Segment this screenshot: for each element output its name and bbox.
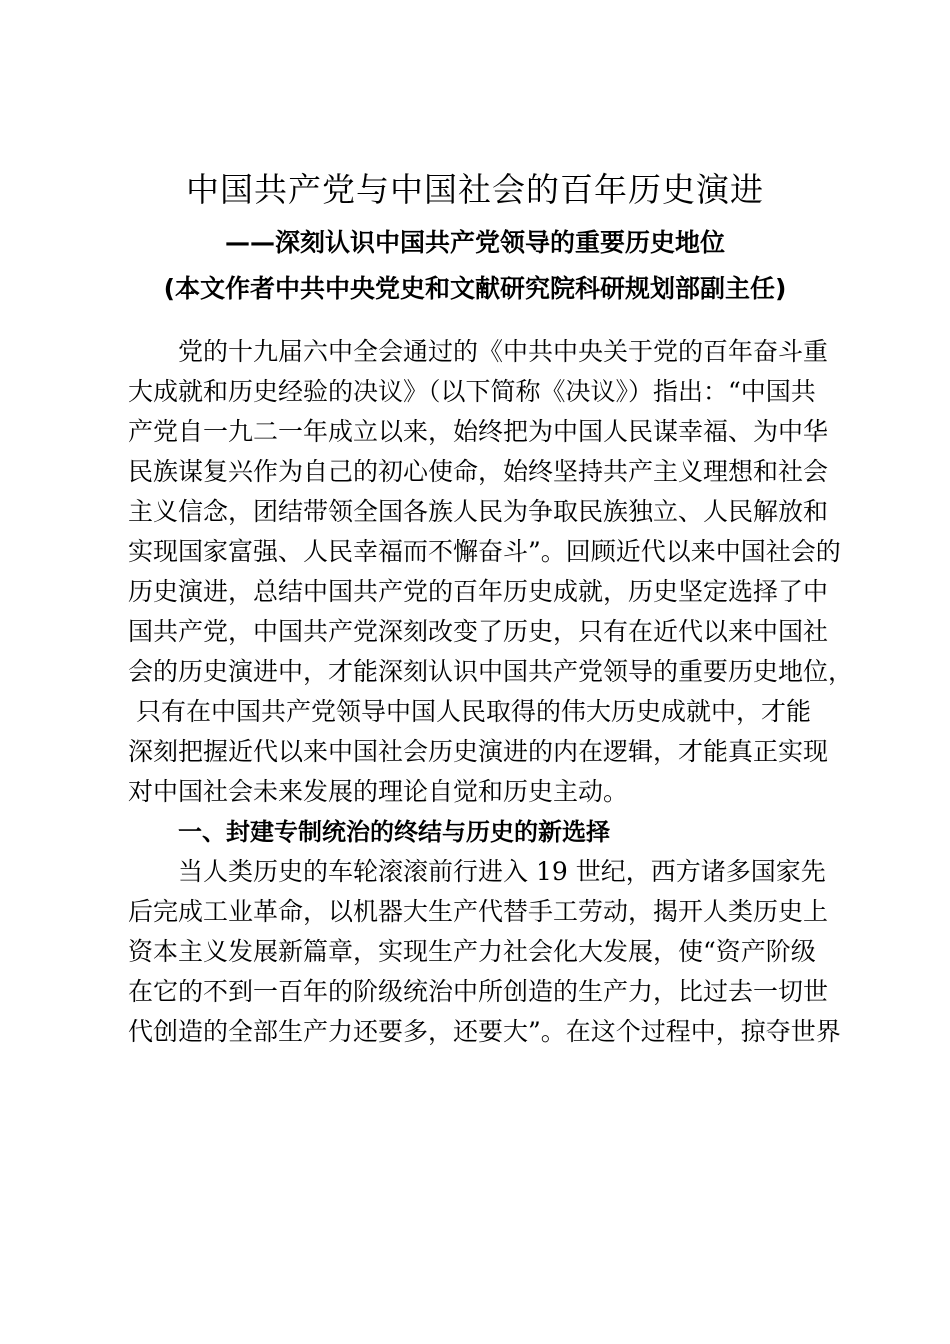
page-title: 中国共产党与中国社会的百年历史演进 (186, 170, 764, 209)
paragraph-1 (128, 332, 854, 812)
paragraph-line: 国共产党，中国共产党深刻改变了历史，只有在近代以来中国社 (128, 617, 829, 646)
paragraph-line: 大成就和历史经验的决议》（以下简称《决议》）指出：“中国共 (128, 377, 816, 406)
paragraph-line: 实现国家富强、人民幸福而不懈奋斗”。回顾近代以来中国社会的 (128, 537, 841, 566)
paragraph-line: 党的十九届六中全会通过的《中共中央关于党的百年奋斗重 (178, 337, 829, 366)
section-heading-text: 一、封建专制统治的终结与历史的新选择 (178, 818, 610, 846)
page-subtitle: ——深刻认识中国共产党领导的重要历史地位 (224, 228, 725, 257)
paragraph-line: 在它的不到一百年的阶级统治中所创造的生产力，比过去一切世 (128, 977, 829, 1006)
paragraph-line: 后完成工业革命，以机器大生产代替手工劳动，揭开人类历史上 (128, 897, 829, 926)
paragraph-2 (128, 852, 848, 1052)
section-heading-1 (128, 812, 848, 852)
paragraph-line: 深刻把握近代以来中国社会历史演进的内在逻辑，才能真正实现 (128, 737, 829, 766)
paragraph-line: 会的历史演进中，才能深刻认识中国共产党领导的重要历史地位， (128, 657, 854, 686)
author-note: (本文作者中共中央党史和文献研究院科研规划部副主任) (163, 274, 787, 303)
paragraph-line: 只有在中国共产党领导中国人民取得的伟大历史成就中，才能 (128, 697, 811, 726)
paragraph-line: 代创造的全部生产力还要多，还要大”。在这个过程中，掠夺世界 (128, 1017, 841, 1046)
paragraph-line: 对中国社会未来发展的理论自觉和历史主动。 (128, 777, 629, 806)
paragraph-line: 主义信念，团结带领全国各族人民为争取民族独立、人民解放和 (128, 497, 829, 526)
paragraph-line: 资本主义发展新篇章，实现生产力社会化大发展，使“资产阶级 (128, 937, 816, 966)
paragraph-line: 产党自一九二一年成立以来，始终把为中国人民谋幸福、为中华 (128, 417, 829, 446)
paragraph-line: 当人类历史的车轮滚滚前行进入 19 世纪，西方诸多国家先 (178, 857, 826, 886)
paragraph-line: 民族谋复兴作为自己的初心使命，始终坚持共产主义理想和社会 (128, 457, 829, 486)
paragraph-line: 历史演进，总结中国共产党的百年历史成就，历史坚定选择了中 (128, 577, 829, 606)
